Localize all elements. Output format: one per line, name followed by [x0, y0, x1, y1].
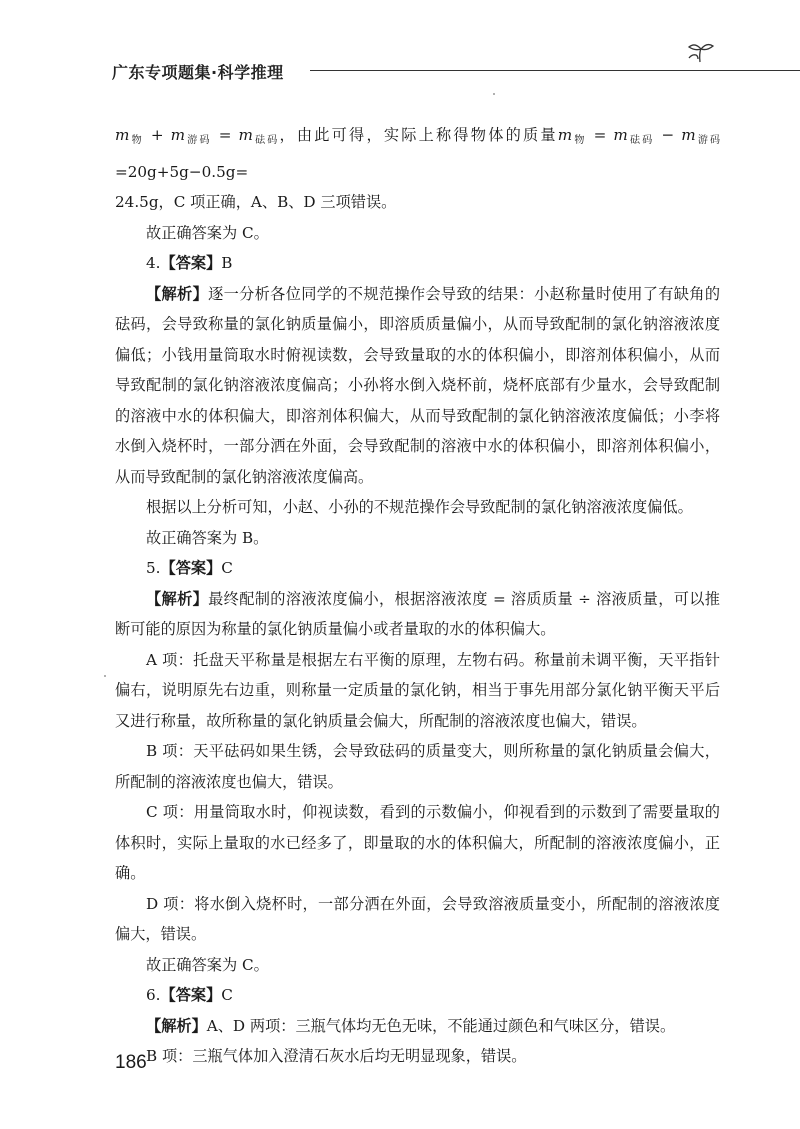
- header-title: 广东专项题集·科学推理: [112, 63, 284, 82]
- q5-conclusion: 故正确答案为 C。: [146, 955, 269, 974]
- header-rule: [310, 70, 800, 71]
- answer-explanations: [115, 120, 720, 1072]
- q6-analysis: 【解析】A、D 两项：三瓶气体均无色无味，不能通过颜色和气味区分，错误。: [146, 1016, 676, 1035]
- q5-option-a: A 项：托盘天平称量是根据左右平衡的原理，左物右码。称量前未调平衡，天平指针偏右，说明原先右边重，则称量一定质量的氯化钠，相当于事先用部分氯化钠平衡天平后又进行称量，故所称量的氯化钠质量会偏大，所配制的溶液浓度也偏大，错误。: [115, 650, 720, 730]
- formula-line: $m_物 + m_{游码} = m_{砝码}$，由此可得，实际上称得物体的质量$m_物 = m_{砝码} - m_{游码} =20g+5g-0.5g=$: [115, 126, 721, 181]
- q5-option-d: D 项：将水倒入烧杯时，一部分洒在外面，会导致溶液质量变小，所配制的溶液浓度偏大，错误。: [115, 894, 720, 943]
- page-header: [112, 52, 722, 92]
- q6-option-b: B 项：三瓶气体加入澄清石灰水后均无明显现象，错误。: [146, 1047, 527, 1065]
- formula-line-2: 24.5g，C 项正确，A、B、D 三项错误。: [115, 193, 397, 211]
- q5-option-c: C 项：用量筒取水时，仰视读数，看到的示数偏小，仰视看到的示数到了需要量取的体积时，实际上量取的水已经多了，即量取的水的体积偏大，所配制的溶液浓度偏小，正确。: [115, 803, 720, 882]
- q4-answer-line: 4.【答案】B: [146, 254, 233, 272]
- q5-option-b: B 项：天平砝码如果生锈，会导致砝码的质量变大，则所称量的氯化钠质量会偏大，所配制的溶液浓度也偏大，错误。: [115, 742, 720, 791]
- page-number: 186: [115, 1052, 147, 1073]
- q4-summary: 根据以上分析可知，小赵、小孙的不规范操作会导致配制的氯化钠溶液浓度偏低。: [146, 498, 693, 516]
- scan-speck: [493, 93, 495, 95]
- sprout-icon: [686, 40, 716, 68]
- scan-speck: [104, 675, 106, 677]
- q4-conclusion: 故正确答案为 B。: [146, 528, 269, 547]
- q5-analysis: 【解析】最终配制的溶液浓度偏小，根据溶液浓度 = 溶质质量 ÷ 溶液质量，可以推断可能的原因为称量的氯化钠质量偏小或者量取的水的体积偏大。: [115, 589, 720, 638]
- q6-answer-line: 6.【答案】C: [146, 986, 233, 1004]
- q5-answer-line: 5.【答案】C: [146, 559, 233, 577]
- q4-analysis: 【解析】逐一分析各位同学的不规范操作会导致的结果：小赵称量时使用了有缺角的砝码，会导致称量的氯化钠质量偏小，即溶质质量偏小，从而导致配制的氯化钠溶液浓度偏低；小钱用量筒取水时俯视读数，会导致量取的水的体积偏小，即溶剂体积偏小，从而导致配制的氯化钠溶液浓度偏高；小孙将水倒入烧杯前，烧杯底部有少量水，会导致配制的溶液中水的体积偏大，即溶剂体积偏大，从而导致配制的氯化钠溶液浓度偏低；小李将水倒入烧杯时，一部分洒在外面，会导致配制的溶液中水的体积偏小，即溶剂体积偏小，从而导致配制的氯化钠溶液浓度偏高。: [115, 284, 721, 486]
- conclusion-q3: 故正确答案为 C。: [146, 223, 269, 242]
